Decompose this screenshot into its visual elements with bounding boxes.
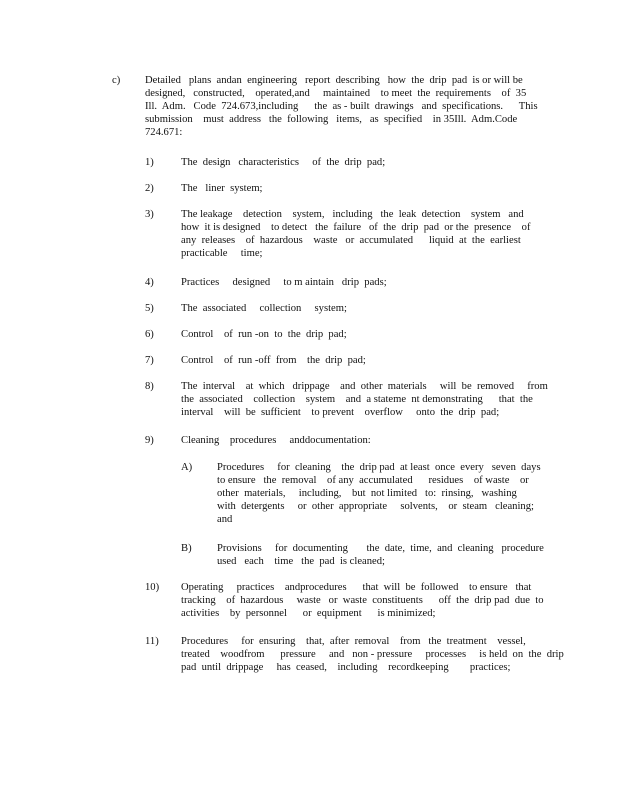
text-line: The leakage detection system, including the leak detection system and: [181, 209, 524, 220]
list-item-label: 7): [145, 355, 154, 366]
list-item-label: 4): [145, 277, 154, 288]
text-line: practicable time;: [181, 248, 263, 259]
text-line: how it is designed to detect the failure of the drip pad or the presence of: [181, 222, 531, 233]
list-item-text: [181, 208, 531, 260]
text-line: The associated collection system;: [181, 303, 347, 314]
text-line: Provisions for documenting the date, time, and cleaning procedure: [217, 543, 544, 554]
list-item-label: 6): [145, 329, 154, 340]
text-line: pad until drippage has ceased, including recordkeeping practices;: [181, 662, 511, 673]
list-item-text: [181, 434, 371, 447]
text-line: The liner system;: [181, 183, 263, 194]
sub-item-label: A): [181, 462, 193, 473]
section-paragraph: [145, 74, 538, 139]
text-line: treated woodfrom pressure and non - pressure processes is held on the drip: [181, 649, 564, 660]
list-item-text: [181, 328, 347, 341]
section-label: c): [112, 75, 121, 86]
text-line: and: [217, 514, 233, 525]
text-line: designed, constructed, operated,and maintained to meet the requirements of 35: [145, 88, 527, 99]
text-line: Ill. Adm. Code 724.673,including the as - built drawings and specifications. This: [145, 101, 538, 112]
sub-item-text: [217, 461, 541, 526]
list-item-label: 11): [145, 636, 159, 647]
sub-item-text: [217, 542, 544, 568]
list-item-label: 1): [145, 157, 154, 168]
text-line: Practices designed to m aintain drip pads;: [181, 277, 387, 288]
text-line: to ensure the removal of any accumulated residues of waste or: [217, 475, 529, 486]
text-line: with detergents or other appropriate solvents, or steam cleaning;: [217, 501, 534, 512]
text-line: tracking of hazardous waste or waste constituents off the drip pad due to: [181, 595, 544, 606]
text-line: interval will be sufficient to prevent overflow onto the drip pad;: [181, 407, 500, 418]
list-item-label: 2): [145, 183, 154, 194]
list-item-text: [181, 635, 564, 674]
list-item-text: [181, 276, 387, 289]
list-item-label: 3): [145, 209, 154, 220]
text-line: Procedures for cleaning the drip pad at least once every seven days: [217, 462, 541, 473]
sub-item-label: B): [181, 543, 192, 554]
text-line: Control of run -on to the drip pad;: [181, 329, 347, 340]
list-item-text: [181, 182, 263, 195]
list-item-label: 9): [145, 435, 154, 446]
list-item-text: [181, 380, 548, 419]
text-line: used each time the pad is cleaned;: [217, 556, 385, 567]
list-item-text: [181, 354, 366, 367]
text-line: Control of run -off from the drip pad;: [181, 355, 366, 366]
text-line: other materials, including, but not limited to: rinsing, washing: [217, 488, 517, 499]
text-line: Operating practices andprocedures that will be followed to ensure that: [181, 582, 532, 593]
list-item-label: 8): [145, 381, 154, 392]
list-item-text: [181, 156, 385, 169]
text-line: Procedures for ensuring that, after removal from the treatment vessel,: [181, 636, 526, 647]
text-line: the associated collection system and a stateme nt demonstrating that the: [181, 394, 533, 405]
text-line: Detailed plans andan engineering report describing how the drip pad is or will be: [145, 75, 523, 86]
list-item-text: [181, 302, 347, 315]
text-line: submission must address the following items, as specified in 35Ill. Adm.Code: [145, 114, 518, 125]
list-item-label: 10): [145, 582, 160, 593]
list-item-label: 5): [145, 303, 154, 314]
text-line: activities by personnel or equipment is minimized;: [181, 608, 436, 619]
text-line: The interval at which drippage and other materials will be removed from: [181, 381, 548, 392]
list-item-text: [181, 581, 544, 620]
text-line: The design characteristics of the drip pad;: [181, 157, 386, 168]
text-line: 724.671:: [145, 127, 183, 138]
text-line: Cleaning procedures anddocumentation:: [181, 435, 371, 446]
text-line: any releases of hazardous waste or accumulated liquid at the earliest: [181, 235, 521, 246]
